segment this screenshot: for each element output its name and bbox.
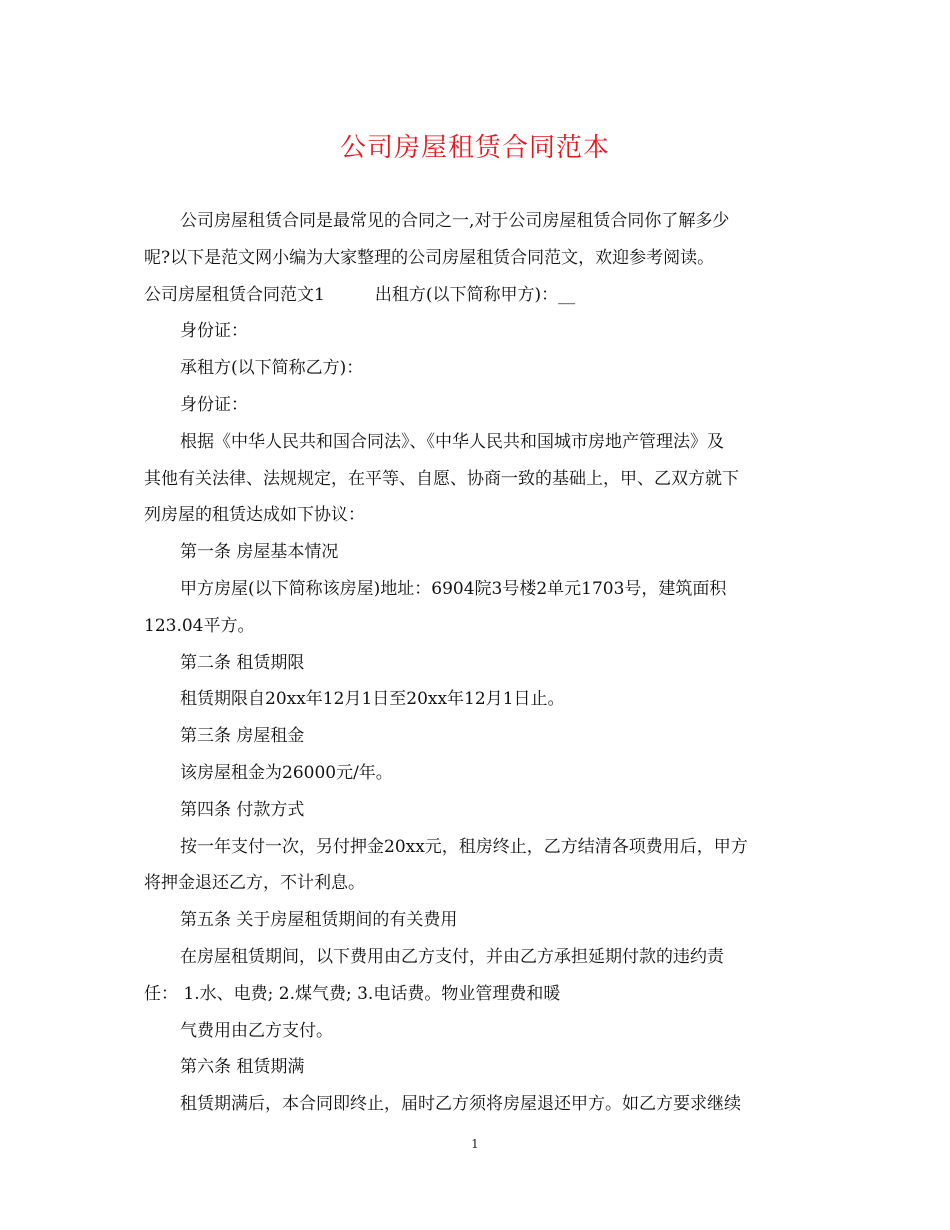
article-heading: 第三条 房屋租金 <box>180 726 305 747</box>
document-body <box>144 203 804 1123</box>
lessee-id-label: 身份证： <box>180 394 248 415</box>
article-heading: 第一条 房屋基本情况 <box>180 542 339 563</box>
article-heading: 第五条 关于房屋租赁期间的有关费用 <box>180 910 458 931</box>
article-heading: 第四条 付款方式 <box>180 799 305 820</box>
paragraph-line: 123.04平方。 <box>144 615 255 636</box>
lessee-label: 承租方(以下简称乙方)： <box>180 358 364 379</box>
paragraph-line: 任： 1.水、电费; 2.煤气费; 3.电话费。物业管理费和暖 <box>144 983 561 1004</box>
paragraph-line: 将押金退还乙方，不计利息。 <box>144 873 365 894</box>
article-heading: 第六条 租赁期满 <box>180 1057 305 1078</box>
paragraph-line: 该房屋租金为26000元/年。 <box>180 762 393 783</box>
article-heading: 第二条 租赁期限 <box>180 652 305 673</box>
paragraph-line <box>144 277 804 314</box>
paragraph-line: 气费用由乙方支付。 <box>180 1020 333 1041</box>
paragraph-line: 列房屋的租赁达成如下协议： <box>144 505 365 526</box>
paragraph-line: 租赁期限自20xx年12月1日至20xx年12月1日止。 <box>180 689 565 710</box>
lessor-label: 出租方(以下简称甲方)：__ <box>374 284 576 305</box>
paragraph-line: 甲方房屋(以下简称该房屋)地址：6904院3号楼2单元1703号，建筑面积 <box>180 578 727 599</box>
paragraph-line: 其他有关法律、法规规定，在平等、自愿、协商一致的基础上，甲、乙双方就下 <box>144 468 739 489</box>
paragraph-line: 根据《中华人民共和国合同法》、《中华人民共和国城市房地产管理法》及 <box>180 431 724 452</box>
paragraph-line: 公司房屋租赁合同是最常见的合同之一,对于公司房屋租赁合同你了解多少 <box>180 211 730 231</box>
paragraph-line: 租赁期满后，本合同即终止，届时乙方须将房屋退还甲方。如乙方要求继续 <box>180 1094 741 1115</box>
document-title: 公司房屋租赁合同范本 <box>339 133 610 163</box>
lessor-id-label: 身份证： <box>180 321 248 342</box>
paragraph-line: 在房屋租赁期间，以下费用由乙方支付，并由乙方承担延期付款的违约责 <box>180 946 724 967</box>
page-number: 1 <box>471 1137 479 1151</box>
paragraph-line: 按一年支付一次，另付押金20xx元，租房终止，乙方结清各项费用后，甲方 <box>180 836 748 857</box>
section-heading: 公司房屋租赁合同范文1 <box>144 284 325 305</box>
paragraph-line: 呢?以下是范文网小编为大家整理的公司房屋租赁合同范文，欢迎参考阅读。 <box>144 247 715 268</box>
